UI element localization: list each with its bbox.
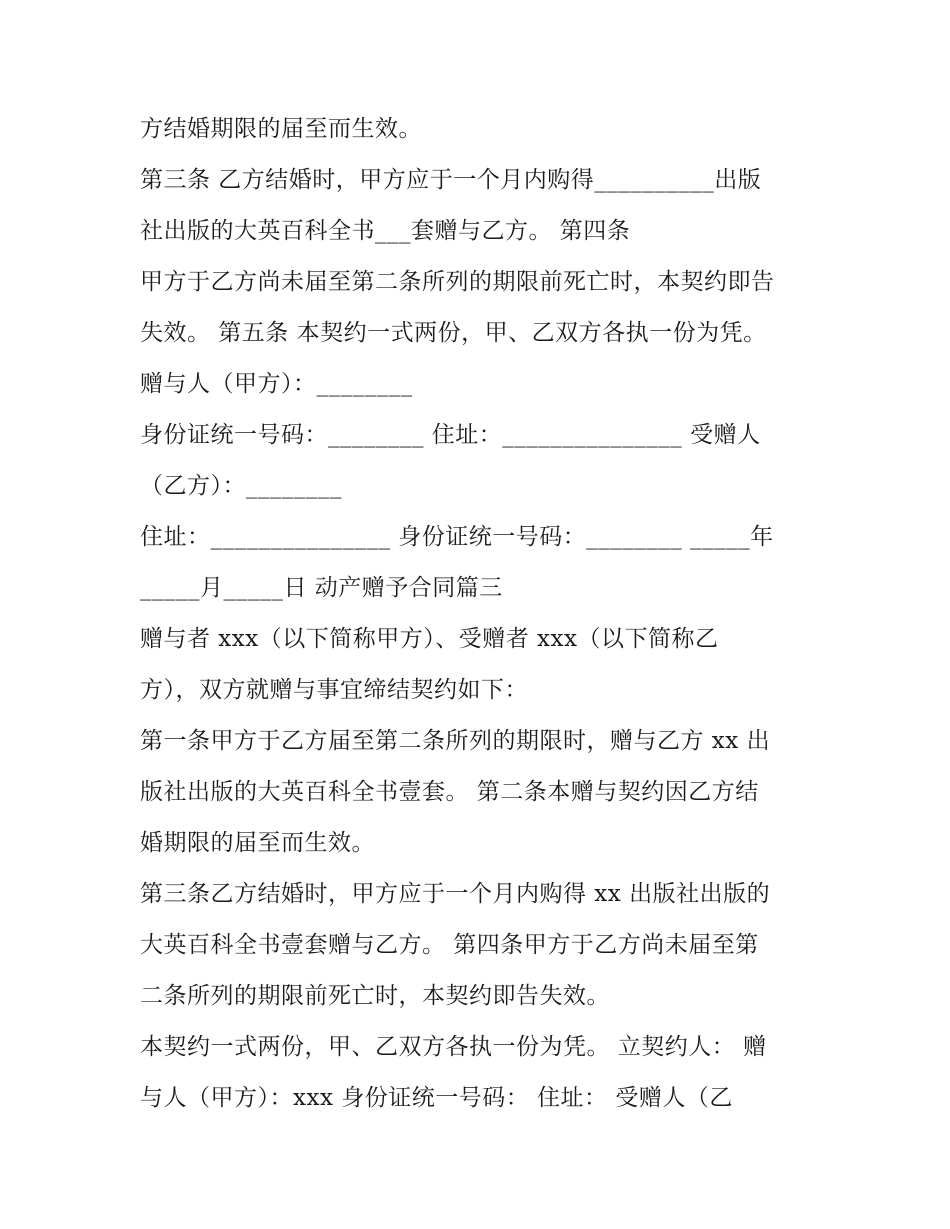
text-line: 二条所列的期限前死亡时，本契约即告失效。 [140, 983, 610, 1009]
text-line: 方），双方就赠与事宜缔结契约如下： [140, 677, 528, 703]
text-line: 住址：_______________ 身份证统一号码：________ _____年 [140, 524, 774, 550]
text-line: 社出版的大英百科全书___套赠与乙方。 第四条 [140, 218, 631, 244]
text-line: 方结婚期限的届至而生效。 [140, 116, 422, 142]
text-line: _____月_____日 动产赠予合同篇三 [140, 575, 503, 601]
text-line: 与人（甲方）：xxx 身份证统一号码： 住址： 受赠人（乙 [140, 1085, 733, 1111]
text-line: 赠与人（甲方）：________ [140, 371, 413, 397]
text-line: 第一条甲方于乙方届至第二条所列的期限时，赠与乙方 xx 出 [140, 728, 771, 754]
text-line: 第三条 乙方结婚时，甲方应于一个月内购得__________出版 [140, 167, 762, 193]
text-line: （乙方）：________ [140, 473, 342, 499]
text-line: 失效。 第五条 本契约一式两份，甲、乙双方各执一份为凭。 [140, 320, 767, 346]
text-line: 版社出版的大英百科全书壹套。 第二条本赠与契约因乙方结 [140, 779, 759, 805]
text-line: 婚期限的届至而生效。 [140, 830, 375, 856]
text-line: 第三条乙方结婚时，甲方应于一个月内购得 xx 出版社出版的 [140, 881, 771, 907]
text-line: 甲方于乙方尚未届至第二条所列的期限前死亡时，本契约即告 [140, 269, 775, 295]
text-line: 身份证统一号码：________ 住址：_______________ 受赠人 [140, 422, 761, 448]
text-line: 赠与者 xxx（以下简称甲方）、受赠者 xxx（以下简称乙 [140, 626, 719, 652]
text-line: 大英百科全书壹套赠与乙方。 第四条甲方于乙方尚未届至第 [140, 932, 759, 958]
text-line: 本契约一式两份，甲、乙双方各执一份为凭。 立契约人： 赠 [140, 1034, 767, 1060]
